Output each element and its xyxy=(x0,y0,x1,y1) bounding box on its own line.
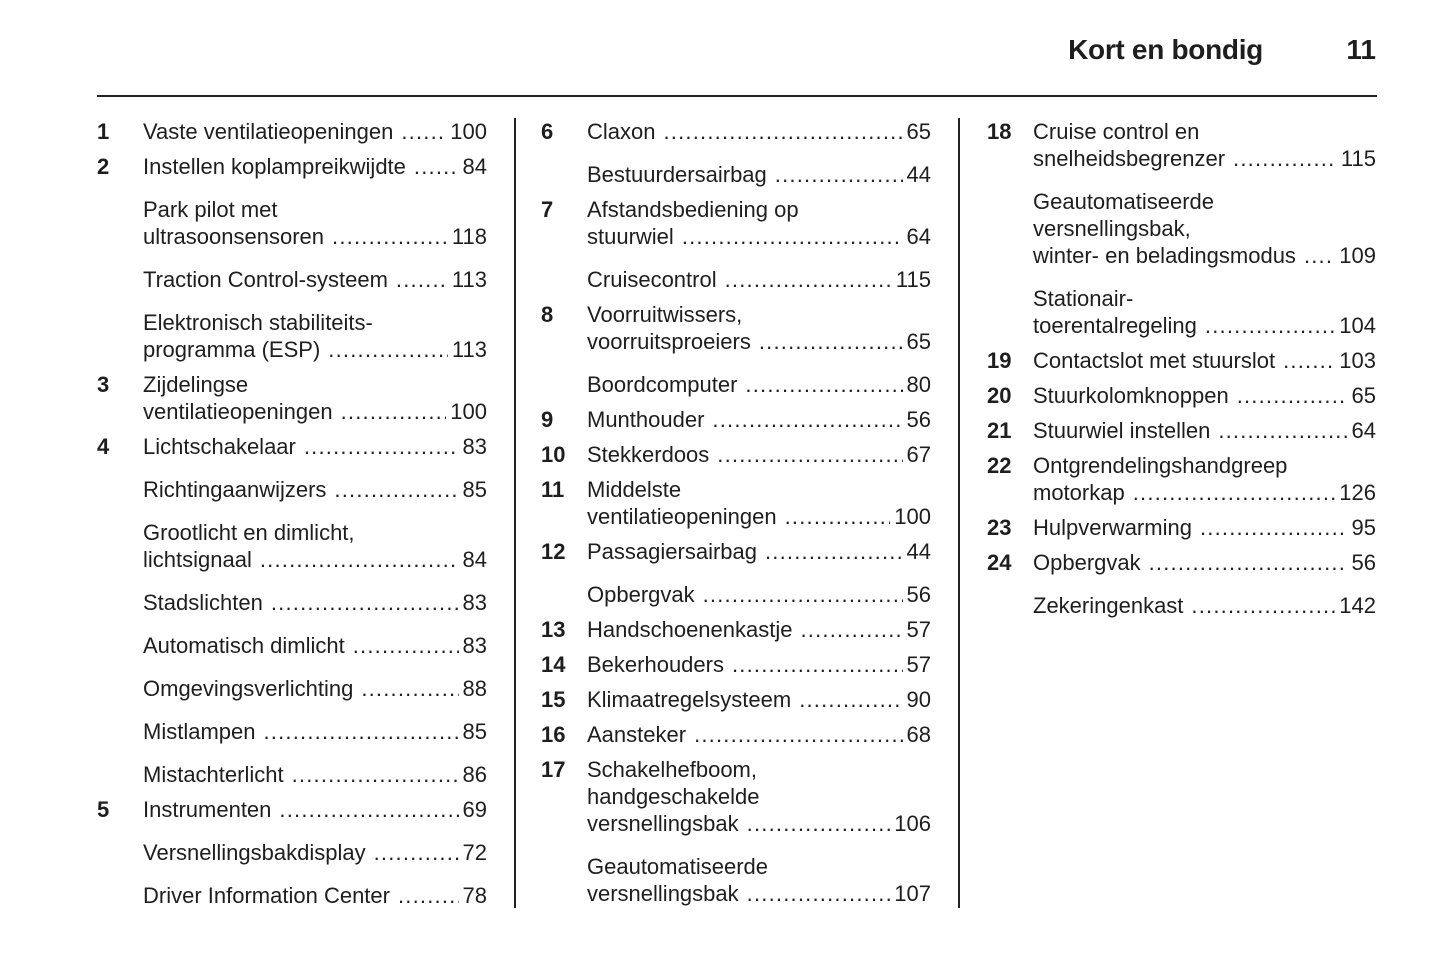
entry-last-line xyxy=(143,336,487,363)
toc-entry xyxy=(987,549,1376,576)
toc-entry xyxy=(987,188,1376,269)
toc-entry xyxy=(97,309,487,363)
item-number: 4 xyxy=(97,434,110,459)
toc-entry xyxy=(541,721,931,748)
entry-title-line: versnellingsbak xyxy=(587,881,739,906)
entry-title-line: Afstandsbediening op xyxy=(587,197,799,222)
entry-title-line: Voorruitwissers, xyxy=(587,302,743,327)
toc-entry xyxy=(541,476,931,530)
entry-last-line xyxy=(587,686,931,713)
dot-leader xyxy=(332,223,448,250)
entry-title-line: Cruisecontrol xyxy=(587,267,717,292)
dot-leader xyxy=(1133,479,1336,506)
entry-title-line: Opbergvak xyxy=(1033,550,1141,575)
item-number: 14 xyxy=(541,652,566,677)
entry-title-line: Boordcomputer xyxy=(587,372,738,397)
page-reference: 67 xyxy=(906,442,931,467)
entry-title-line: versnellingsbak xyxy=(587,811,739,836)
page-reference: 64 xyxy=(906,224,931,249)
entry-title-line: Versnellingsbakdisplay xyxy=(143,840,366,865)
toc-entry xyxy=(987,118,1376,172)
item-number: 9 xyxy=(541,407,554,432)
dot-leader xyxy=(717,441,902,468)
dot-leader xyxy=(765,538,903,565)
entry-last-line xyxy=(587,810,931,837)
page-reference: 56 xyxy=(1351,550,1376,575)
entry-last-line xyxy=(587,406,931,433)
page-reference: 95 xyxy=(1351,515,1376,540)
dot-leader xyxy=(1200,514,1348,541)
toc-entry xyxy=(541,301,931,355)
entry-title-line: handgeschakelde xyxy=(587,784,760,809)
entry-title-line: winter- en beladingsmodus xyxy=(1033,243,1296,268)
dot-leader xyxy=(279,796,458,823)
dot-leader xyxy=(682,223,903,250)
entry-last-line xyxy=(1033,417,1376,444)
entry-last-line xyxy=(1033,592,1376,619)
entry-last-line xyxy=(1033,312,1376,339)
item-number: 5 xyxy=(97,797,110,822)
entry-last-line xyxy=(587,371,931,398)
entry-title-line: voorruitsproeiers xyxy=(587,329,751,354)
entry-last-line xyxy=(587,538,931,565)
toc-column-3 xyxy=(987,118,1376,619)
entry-title-line: Richtingaanwijzers xyxy=(143,477,327,502)
entry-last-line xyxy=(587,721,931,748)
page-reference: 118 xyxy=(451,224,487,249)
entry-last-line xyxy=(1033,382,1376,409)
entry-last-line xyxy=(143,761,487,788)
entry-last-line xyxy=(143,796,487,823)
toc-entry xyxy=(541,161,931,188)
dot-leader xyxy=(725,266,892,293)
entry-title-line: Mistlampen xyxy=(143,719,256,744)
dot-leader xyxy=(775,161,903,188)
page-reference: 69 xyxy=(462,797,487,822)
toc-entry xyxy=(97,796,487,823)
dot-leader xyxy=(800,616,902,643)
toc-entry xyxy=(97,839,487,866)
page-reference: 83 xyxy=(462,590,487,615)
dot-leader xyxy=(292,761,459,788)
item-number: 7 xyxy=(541,197,554,222)
entry-last-line xyxy=(143,153,487,180)
page-reference: 115 xyxy=(1340,146,1376,171)
entry-last-line xyxy=(143,882,487,909)
dot-leader xyxy=(271,589,459,616)
entry-last-line xyxy=(143,675,487,702)
toc-column-2 xyxy=(541,118,931,907)
dot-leader xyxy=(1304,242,1335,269)
page-reference: 142 xyxy=(1339,593,1376,618)
dot-leader xyxy=(747,810,891,837)
entry-last-line xyxy=(1033,145,1376,172)
toc-entry xyxy=(97,433,487,460)
item-number: 22 xyxy=(987,453,1012,478)
entry-title-line: Vaste ventilatieopeningen xyxy=(143,119,394,144)
page-reference: 83 xyxy=(462,434,487,459)
entry-last-line xyxy=(587,880,931,907)
dot-leader xyxy=(1149,549,1348,576)
entry-title-line: stuurwiel xyxy=(587,224,674,249)
entry-title-line: versnellingsbak, xyxy=(1033,216,1191,241)
column-divider xyxy=(514,118,516,908)
dot-leader xyxy=(1218,417,1347,444)
entry-title-line: lichtsignaal xyxy=(143,547,252,572)
entry-title-line: Stadslichten xyxy=(143,590,263,615)
entry-title-line: Stuurkolomknoppen xyxy=(1033,383,1229,408)
entry-title-line: ventilatieopeningen xyxy=(587,504,777,529)
entry-last-line xyxy=(143,398,487,425)
entry-last-line xyxy=(587,441,931,468)
item-number: 3 xyxy=(97,372,110,397)
item-number: 15 xyxy=(541,687,566,712)
entry-title-line: Passagiersairbag xyxy=(587,539,757,564)
page-reference: 84 xyxy=(462,154,487,179)
entry-title-line: Mistachterlicht xyxy=(143,762,284,787)
entry-title-line: Instellen koplampreikwijdte xyxy=(143,154,406,179)
entry-title-line: Lichtschakelaar xyxy=(143,434,296,459)
entry-last-line xyxy=(587,161,931,188)
item-number: 19 xyxy=(987,348,1012,373)
dot-leader xyxy=(745,371,902,398)
item-number: 1 xyxy=(97,119,110,144)
dot-leader xyxy=(361,675,458,702)
entry-last-line xyxy=(143,476,487,503)
entry-title-line: Handschoenenkastje xyxy=(587,617,793,642)
toc-entry xyxy=(97,196,487,250)
toc-entry xyxy=(541,756,931,837)
item-number: 2 xyxy=(97,154,110,179)
dot-leader xyxy=(694,721,902,748)
dot-leader xyxy=(703,581,903,608)
entry-last-line xyxy=(143,632,487,659)
entry-title-line: Aansteker xyxy=(587,722,687,747)
dot-leader xyxy=(1205,312,1335,339)
page-header-title: Kort en bondig xyxy=(1068,34,1263,65)
entry-title-line: toerentalregeling xyxy=(1033,313,1197,338)
page-reference: 86 xyxy=(462,762,487,787)
dot-leader xyxy=(747,880,891,907)
entry-last-line xyxy=(143,546,487,573)
entry-last-line xyxy=(1033,347,1376,374)
page-reference: 88 xyxy=(462,676,487,701)
entry-title-line: Schakelhefboom, xyxy=(587,757,757,782)
dot-leader xyxy=(1283,347,1335,374)
page-reference: 85 xyxy=(462,477,487,502)
page-reference: 44 xyxy=(906,539,931,564)
entry-title-line: Geautomatiseerde xyxy=(587,854,768,879)
dot-leader xyxy=(396,266,448,293)
entry-title-line: Driver Information Center xyxy=(143,883,390,908)
toc-entry xyxy=(541,581,931,608)
dot-leader xyxy=(785,503,891,530)
entry-last-line xyxy=(1033,479,1376,506)
toc-entry xyxy=(97,675,487,702)
page-reference: 44 xyxy=(906,162,931,187)
toc-entry xyxy=(97,761,487,788)
entry-title-line: Grootlicht en dimlicht, xyxy=(143,520,355,545)
toc-entry xyxy=(541,651,931,678)
entry-last-line xyxy=(143,223,487,250)
page-reference: 113 xyxy=(451,267,487,292)
toc-entry xyxy=(541,266,931,293)
page-reference: 56 xyxy=(906,582,931,607)
item-number: 18 xyxy=(987,119,1012,144)
item-number: 8 xyxy=(541,302,554,327)
toc-entry xyxy=(987,347,1376,374)
entry-last-line xyxy=(143,839,487,866)
entry-title-line: Munthouder xyxy=(587,407,705,432)
toc-entry xyxy=(97,118,487,145)
dot-leader xyxy=(374,839,459,866)
entry-title-line: snelheidsbegrenzer xyxy=(1033,146,1226,171)
entry-last-line xyxy=(587,651,931,678)
entry-title-line: Bekerhouders xyxy=(587,652,724,677)
dot-leader xyxy=(334,476,458,503)
toc-entry xyxy=(541,371,931,398)
toc-entry xyxy=(987,514,1376,541)
entry-title-line: Hulpverwarming xyxy=(1033,515,1192,540)
entry-last-line xyxy=(587,503,931,530)
entry-title-line: Klimaatregelsysteem xyxy=(587,687,792,712)
toc-entry xyxy=(97,882,487,909)
page-reference: 100 xyxy=(894,504,931,529)
dot-leader xyxy=(328,336,448,363)
toc-entry xyxy=(541,686,931,713)
entry-title-line: Omgevingsverlichting xyxy=(143,676,354,701)
entry-title-line: Stationair- xyxy=(1033,286,1134,311)
page-reference: 90 xyxy=(906,687,931,712)
dot-leader xyxy=(263,718,458,745)
entry-title-line: Stuurwiel instellen xyxy=(1033,418,1211,443)
entry-title-line: Bestuurdersairbag xyxy=(587,162,767,187)
entry-last-line xyxy=(143,266,487,293)
entry-last-line xyxy=(143,589,487,616)
column-divider xyxy=(958,118,960,908)
page-number: 11 xyxy=(1346,34,1376,65)
header-rule xyxy=(97,95,1377,97)
page-reference: 57 xyxy=(906,617,931,642)
page-reference: 68 xyxy=(906,722,931,747)
toc-entry xyxy=(97,371,487,425)
entry-last-line xyxy=(587,266,931,293)
entry-last-line xyxy=(1033,242,1376,269)
page-reference: 65 xyxy=(906,329,931,354)
page-reference: 115 xyxy=(895,267,931,292)
page-reference: 100 xyxy=(450,119,487,144)
entry-last-line xyxy=(143,118,487,145)
toc-entry xyxy=(541,406,931,433)
entry-title-line: Ontgrendelingshandgreep xyxy=(1033,453,1288,478)
toc-entry xyxy=(97,589,487,616)
entry-title-line: programma (ESP) xyxy=(143,337,321,362)
entry-title-line: Elektronisch stabiliteits- xyxy=(143,310,373,335)
toc-entry xyxy=(541,118,931,145)
toc-entry xyxy=(987,592,1376,619)
item-number: 21 xyxy=(987,418,1012,443)
dot-leader xyxy=(799,686,902,713)
entry-title-line: Geautomatiseerde xyxy=(1033,189,1214,214)
item-number: 20 xyxy=(987,383,1012,408)
dot-leader xyxy=(1191,592,1335,619)
entry-title-line: ultrasoonsensoren xyxy=(143,224,325,249)
toc-entry xyxy=(97,266,487,293)
entry-last-line xyxy=(587,223,931,250)
entry-title-line: Traction Control-systeem xyxy=(143,267,388,292)
dot-leader xyxy=(712,406,902,433)
item-number: 11 xyxy=(541,477,565,502)
toc-entry xyxy=(541,853,931,907)
entry-title-line: Cruise control en xyxy=(1033,119,1200,144)
page-reference: 85 xyxy=(462,719,487,744)
page-reference: 83 xyxy=(462,633,487,658)
page-reference: 106 xyxy=(894,811,931,836)
entry-last-line xyxy=(143,433,487,460)
page-reference: 126 xyxy=(1339,480,1376,505)
toc-entry xyxy=(541,196,931,250)
toc-entry xyxy=(97,718,487,745)
page-reference: 103 xyxy=(1339,348,1376,373)
page-reference: 78 xyxy=(462,883,487,908)
entry-title-line: Instrumenten xyxy=(143,797,272,822)
entry-title-line: Zekeringenkast xyxy=(1033,593,1184,618)
dot-leader xyxy=(260,546,459,573)
item-number: 24 xyxy=(987,550,1012,575)
entry-last-line xyxy=(587,118,931,145)
entry-last-line xyxy=(587,581,931,608)
toc-entry xyxy=(987,452,1376,506)
toc-entry xyxy=(987,417,1376,444)
entry-last-line xyxy=(587,616,931,643)
entry-title-line: motorkap xyxy=(1033,480,1125,505)
entry-title-line: Opbergvak xyxy=(587,582,695,607)
entry-last-line xyxy=(1033,514,1376,541)
entry-title-line: Contactslot met stuurslot xyxy=(1033,348,1276,373)
dot-leader xyxy=(1233,145,1337,172)
entry-title-line: Stekkerdoos xyxy=(587,442,710,467)
entry-last-line xyxy=(587,328,931,355)
dot-leader xyxy=(304,433,459,460)
item-number: 12 xyxy=(541,539,566,564)
dot-leader xyxy=(414,153,459,180)
page-reference: 84 xyxy=(462,547,487,572)
toc-entry xyxy=(541,441,931,468)
entry-title-line: Automatisch dimlicht xyxy=(143,633,345,658)
entry-last-line xyxy=(143,718,487,745)
page-reference: 80 xyxy=(906,372,931,397)
page-reference: 65 xyxy=(1351,383,1376,408)
dot-leader xyxy=(663,118,902,145)
page-reference: 72 xyxy=(462,840,487,865)
page-reference: 107 xyxy=(894,881,931,906)
toc-entry xyxy=(541,616,931,643)
entry-title-line: Claxon xyxy=(587,119,656,144)
item-number: 16 xyxy=(541,722,566,747)
page-reference: 113 xyxy=(451,337,487,362)
toc-entry xyxy=(97,519,487,573)
toc-entry xyxy=(987,285,1376,339)
toc-entry xyxy=(97,476,487,503)
entry-title-line: Middelste xyxy=(587,477,682,502)
dot-leader xyxy=(398,882,459,909)
toc-column-1 xyxy=(97,118,487,909)
entry-last-line xyxy=(1033,549,1376,576)
dot-leader xyxy=(341,398,447,425)
item-number: 13 xyxy=(541,617,566,642)
page-reference: 109 xyxy=(1339,243,1376,268)
dot-leader xyxy=(353,632,459,659)
page-reference: 57 xyxy=(906,652,931,677)
item-number: 17 xyxy=(541,757,566,782)
toc-entry xyxy=(541,538,931,565)
toc-entry xyxy=(987,382,1376,409)
page-reference: 104 xyxy=(1339,313,1376,338)
item-number: 6 xyxy=(541,119,554,144)
entry-title-line: Zijdelingse xyxy=(143,372,249,397)
item-number: 23 xyxy=(987,515,1012,540)
page-reference: 100 xyxy=(450,399,487,424)
page-reference: 64 xyxy=(1351,418,1376,443)
toc-entry xyxy=(97,632,487,659)
toc-entry xyxy=(97,153,487,180)
dot-leader xyxy=(759,328,903,355)
page-reference: 56 xyxy=(906,407,931,432)
dot-leader xyxy=(732,651,903,678)
dot-leader xyxy=(1237,382,1348,409)
item-number: 10 xyxy=(541,442,566,467)
dot-leader xyxy=(401,118,446,145)
page-reference: 65 xyxy=(906,119,931,144)
entry-title-line: ventilatieopeningen xyxy=(143,399,333,424)
entry-title-line: Park pilot met xyxy=(143,197,278,222)
